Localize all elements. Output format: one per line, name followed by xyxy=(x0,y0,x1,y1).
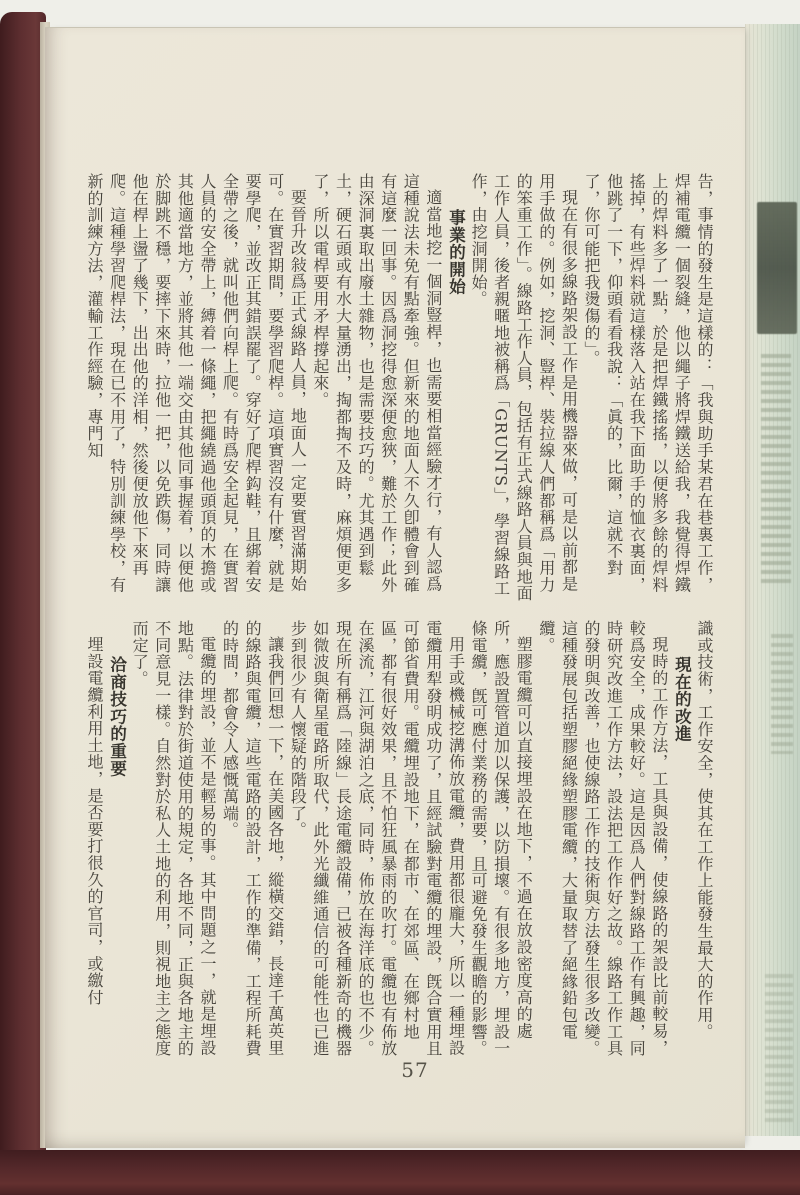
page-fore-edge xyxy=(745,24,800,1136)
book-cover-bottom xyxy=(0,1150,800,1195)
paragraph: 適當地挖一個洞豎桿，也需要相當經驗才行，有人認爲這種說法未免有點牽強。但新來的地面人不久卽體會到確有這麼一回事。因爲洞挖得愈深便愈狹，難於工作；此外由深洞裏取出廢土雜物，也是需要技巧的。尤其遇到鬆土，硬石頭或有水大量湧出，掏都掏不及時，麻煩便更多了，所以電桿要用矛桿撐起來。 xyxy=(310,173,443,593)
paragraph: 塑膠電纜可以直接埋設在地下，不過在放設密度高的處所，應設置管道加以保護，以防損壞。有很多地方，埋設一條電纜，旣可應付業務的需要，且可避免發生觀瞻的影響。 xyxy=(469,620,534,1057)
fore-edge-print-marks xyxy=(765,974,793,1124)
paragraph: 電纜的埋設，並不是輕易的事。其中問題之一，就是埋設地點。法律對於街道使用的規定，各地不同，正與各地主的不同意見一樣。自然對於私人土地的利用，則視地主之態度而定了。 xyxy=(130,620,217,1057)
paragraph: 用手或機械挖溝佈放電纜，費用都很龐大，所以一種埋設電纜用犁發明成功了，且經試驗對電纜的埋設，旣合實用且可節省費用。電纜埋設地下，在都市、在郊區、在鄉村地區，都有很好效果，且不怕狂風暴雨的吹打。電纜也有佈放在溪流，江河與湖泊之底，同時，佈放在海洋底的也不少。現在所有稱爲「陸線」長途電纜設備，已被各種新奇的機器如微波與衛星電路所取代，此外光纖維通信的可能性也已進步到很少有人懷疑的階段了。 xyxy=(288,620,466,1057)
paragraph: 埋設電纜利用土地，是否要打很久的官司，或繳付 xyxy=(84,636,104,1006)
text-column-block-bottom xyxy=(82,620,715,1058)
section-heading: 現在的改進 xyxy=(672,656,692,743)
paragraph: 現在有很多線路架設工作是用機器來做，可是以前都是用手做的。例如，挖洞、豎桿、裝拉線人們都稱爲「用力的笨重工作」。線路工作人員，包括有正式線路人員與地面工作人員，後者親暱地被稱爲「GRUNTS」，學習線路工作，由挖洞開始。 xyxy=(469,173,579,602)
page-number: 57 xyxy=(401,1058,429,1082)
book-page xyxy=(45,27,745,1148)
paragraph: 讓我們回想一下，在美國各地，縱橫交錯，長達千萬英里的線路與電纜，這些電路的設計，工作的準備，工程所耗費的時間，都會令人感慨萬端。 xyxy=(220,620,285,1057)
fore-edge-index-tab xyxy=(757,202,797,334)
paragraph: 要晉升改敍爲正式線路人員，地面人一定要實習滿期始可。在實習期間，要學習爬桿。這項實習沒有什麼，就是要學爬，並改正其錯誤罷了。穿好了爬桿鈎鞋，且綁着安全帶之後，就叫他們向桿上爬。有時爲安全起見，在實習人員的安全帶上，縛着一條繩，把繩繞過他頭頂的木擔或其他適當地方，並將其他一端交由其他同事握着，以便他於脚跳不穩，要摔下來時，拉他一把，以免跌傷，同時讓他在桿上盪了幾下，出出他的洋相，然後便放他下來再爬。這種學習爬桿法，現在已不用了，特別訓練學校，有新的訓練方法，灌輸工作經驗，專門知 xyxy=(84,173,308,593)
paragraph: 識或技術，工作安全，使其在工作上能發生最大的作用。 xyxy=(695,620,714,1040)
paragraph: 告，事情的發生是這樣的：「我與助手某君在巷裏工作，焊補電纜一個裂縫，他以繩子將焊鐵送給我，我覺得焊鐵上的焊料多了一點，於是把焊鐵搖搖，以便將多餘的焊料搖掉，有些焊料就這樣落入站在我下面助手的恤衣裏面，他跳了一下，仰頭看看我說：「眞的，比爾，這就不對了，你可能把我燙傷的」。 xyxy=(582,173,714,593)
text-column-block-top xyxy=(82,173,715,605)
paragraph: 現時的工作方法，工具與設備，使線路的架設比前較易，較爲安全，成果較好。這是因爲人們對線路工作有興趣，同時研究改進工作方法，設法把工作作好之故。線路工作工具的發明與改善，也使線路工作的技術與方法發生很多改變。這種發展包括塑膠絕緣塑膠電纜，大量取替了絕緣鉛包電纜。 xyxy=(536,620,669,1057)
fore-edge-print-marks xyxy=(761,354,791,584)
section-heading: 洽商技巧的重要 xyxy=(107,656,127,778)
fore-edge-print-marks xyxy=(771,634,793,754)
section-heading: 事業的開始 xyxy=(446,209,466,296)
